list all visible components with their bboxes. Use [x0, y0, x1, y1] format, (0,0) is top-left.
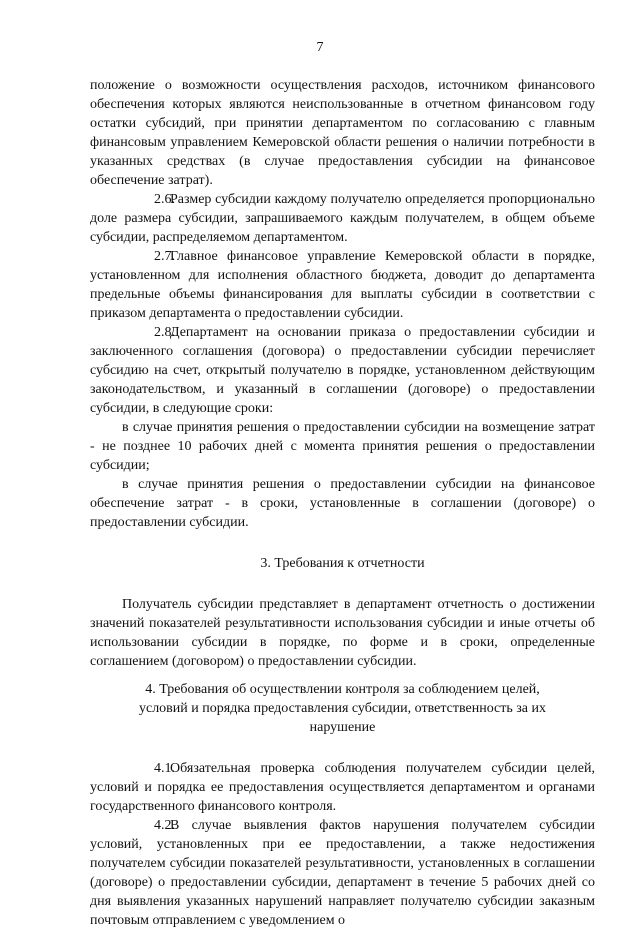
item-number: 4.1.: [154, 761, 175, 776]
item-text: В случае выявления фактов нарушения получателем субсидии условий, установленных при ее предоставлении, а также недостижения получателем субсидии показателей результативности, установленных в соглашении (договоре) о предоставлении субсидии, департамент в течение 5 рабочих дней со дня выявления указанных нарушений направляет получателю субсидии заказным почтовым отправлением с уведомлением о: [90, 818, 595, 928]
item-number: 4.2.: [154, 818, 175, 833]
section-4-heading-line-2: условий и порядка предоставления субсидии, ответственность за их: [138, 701, 546, 716]
item-number: 2.6.: [154, 192, 175, 207]
section-4-heading-line-1: 4. Требования об осуществлении контроля за соблюдением целей,: [145, 682, 540, 697]
section-3-heading: 3. Требования к отчетности: [260, 556, 425, 571]
item-text: Департамент на основании приказа о предоставлении субсидии и заключенного соглашения (договора) о предоставлении субсидии перечисляет субсидию на счет, открытый получателю в порядке, установленном действующим законодательством, и указанный в соглашении (договоре) о предоставлении субсидии, в следующие сроки:: [90, 325, 595, 416]
item-text: Обязательная проверка соблюдения получателем субсидии целей, условий и порядка ее предоставления осуществляется департаментом и органами государственного финансового контроля.: [90, 761, 595, 814]
item-number: 2.8.: [154, 325, 175, 340]
item-2-7: [90, 247, 595, 323]
section-4-heading-line-3: нарушение: [309, 720, 376, 735]
sub-paragraph-reimbursement: в случае принятия решения о предоставлении субсидии на возмещение затрат - не позднее 10 рабочих дней с момента принятия решения о предоставлении субсидии;: [90, 420, 595, 473]
item-4-2: [90, 816, 595, 930]
item-text: Главное финансовое управление Кемеровской области в порядке, установленном для исполнения областного бюджета, доводит до департамента предельные объемы финансирования для выплаты субсидии в соответствии с приказом департамента о предоставлении субсидии.: [90, 249, 595, 321]
item-2-8: [90, 323, 595, 418]
item-2-6: [90, 190, 595, 247]
page-number: 7: [316, 40, 324, 55]
sub-paragraph-financing: в случае принятия решения о предоставлении субсидии на финансовое обеспечение затрат - в сроки, установленные в соглашении (договоре) о предоставлении субсидии.: [90, 477, 595, 530]
item-text: Размер субсидии каждому получателю определяется пропорционально доле размера субсидии, запрашиваемого каждым получателем, в общем объеме субсидии, распределяемом департаментом.: [90, 192, 595, 245]
document-body: [90, 76, 595, 930]
section-4-heading: [90, 680, 595, 737]
item-4-1: [90, 759, 595, 816]
item-number: 2.7.: [154, 249, 175, 264]
section-3-text: Получатель субсидии представляет в департамент отчетность о достижении значений показателей результативности использования субсидии и иные отчеты об использовании субсидии в порядке, по форме и в сроки, определенные соглашением (договором) о предоставлении субсидии.: [90, 597, 595, 669]
paragraph-continuation: положение о возможности осуществления расходов, источником финансового обеспечения которых являются неиспользованные в отчетном финансовом году остатки субсидий, при принятии департаментом по согласованию с главным финансовым управлением Кемеровской области решения о наличии потребности в указанных средствах (в случае предоставления субсидии на финансовое обеспечение затрат).: [90, 78, 595, 188]
